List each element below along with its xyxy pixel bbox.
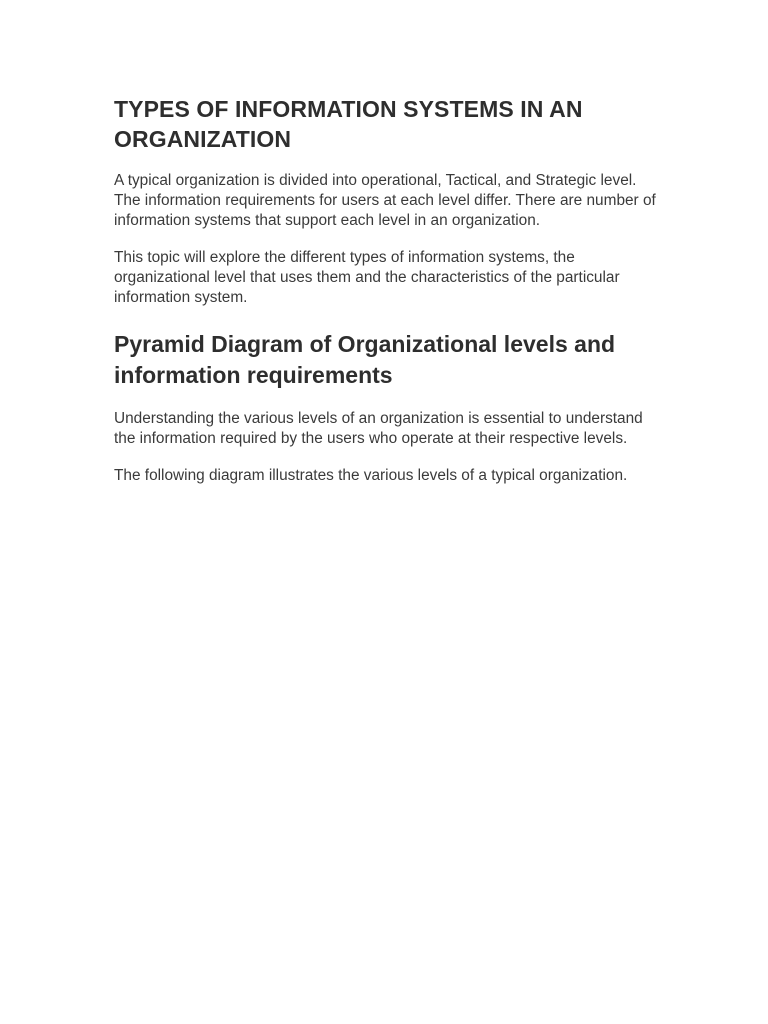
levels-paragraph: Understanding the various levels of an organization is essential to understand the information required by the users who operate at their respective levels. [114,410,643,447]
document-title: TYPES OF INFORMATION SYSTEMS IN AN ORGANIZATION [114,96,583,152]
diagram-intro-paragraph: The following diagram illustrates the various levels of a typical organization. [114,467,628,484]
intro-paragraph: A typical organization is divided into operational, Tactical, and Strategic level. The information requirements for users at each level differ. There are number of information systems that support each level in an organization. [114,172,656,229]
topic-paragraph: This topic will explore the different types of information systems, the organizational level that uses them and the characteristics of the particular information system. [114,249,620,306]
section-heading: Pyramid Diagram of Organizational levels and information requirements [114,331,616,388]
